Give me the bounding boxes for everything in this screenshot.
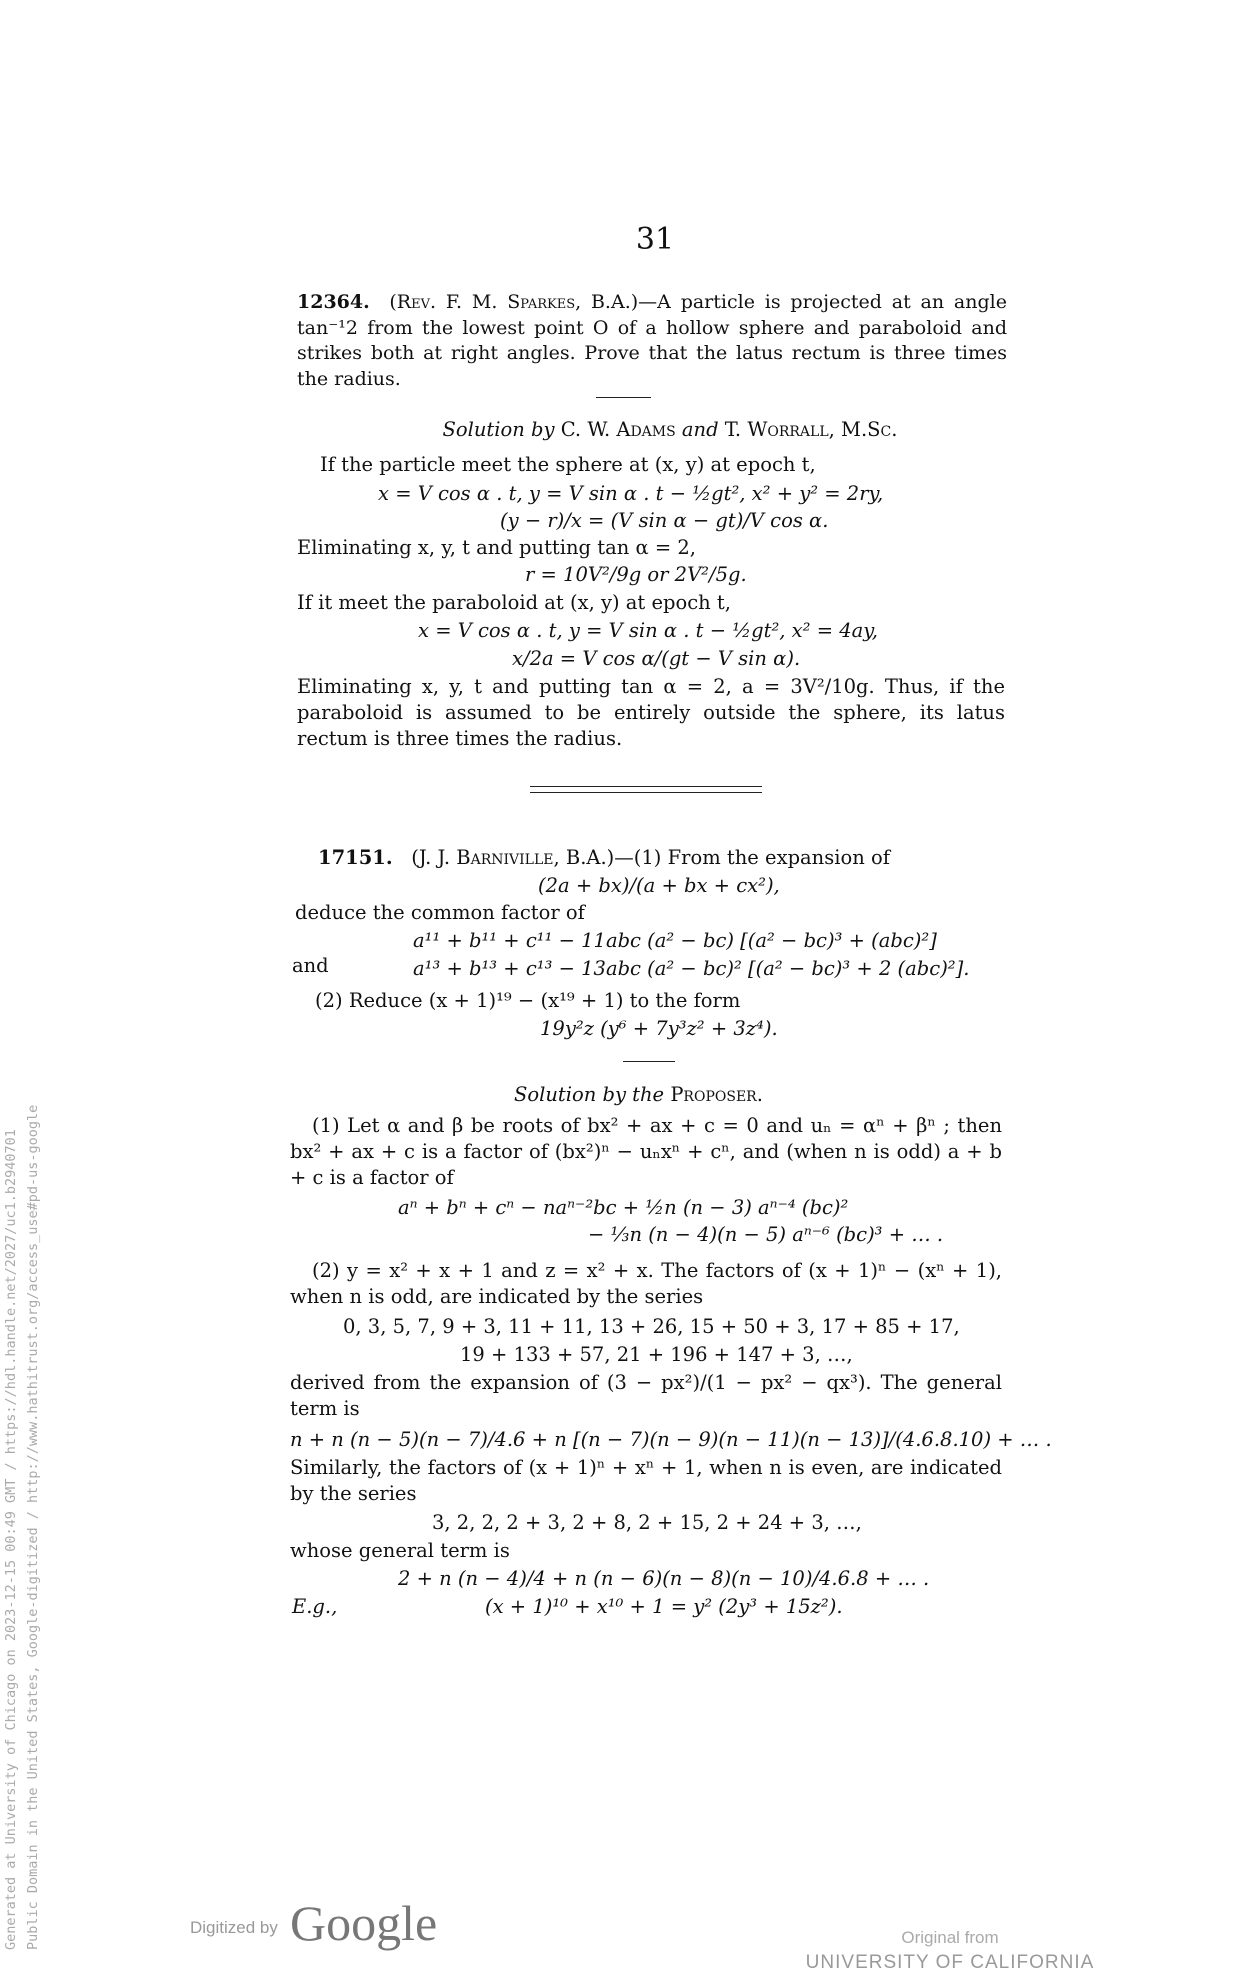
problem-number: 17151. <box>318 846 393 869</box>
problem-author: (Rev. F. M. Sparkes, B.A.) <box>389 291 639 313</box>
google-logo: Google <box>290 1895 438 1951</box>
equation: (2a + bx)/(a + bx + cx²), <box>538 874 780 897</box>
solution-lead: Solution by the <box>514 1083 665 1106</box>
text-paragraph: (1) Let α and β be roots of bx² + ax + c = 0 and uₙ = αⁿ + βⁿ ; then bx² + ax + c is a factor of (bx²)ⁿ − uₙxⁿ + cⁿ, and (when n is odd) a + b + c is a factor of <box>290 1114 1002 1189</box>
text-line: If the particle meet the sphere at (x, y) at epoch t, <box>320 453 816 476</box>
double-rule-top <box>530 786 762 787</box>
equation: 19y²z (y⁶ + 7y³z² + 3z⁴). <box>540 1017 778 1040</box>
text-paragraph: Eliminating x, y, t and putting tan α = 2, a = 3V²/10g. Thus, if the paraboloid is assumed to be entirely outside the sphere, its latus rectum is three times the radius. <box>297 675 1005 750</box>
equation: (y − r)/x = (V sin α − gt)/V cos α. <box>500 509 829 532</box>
text-line: deduce the common factor of <box>295 901 585 924</box>
solution-heading <box>310 417 1030 443</box>
text-paragraph: (2) y = x² + x + 1 and z = x² + x. The factors of (x + 1)ⁿ − (xⁿ + 1), when n is odd, are indicated by the series <box>290 1259 1002 1308</box>
problem-12364 <box>297 290 1007 392</box>
series-line: 0, 3, 5, 7, 9 + 3, 11 + 11, 13 + 26, 15 + 50 + 3, 17 + 85 + 17, <box>343 1315 960 1338</box>
solution-author-b: T. Worrall, M.Sc. <box>724 418 898 441</box>
solution-lead: Solution by <box>442 418 555 441</box>
problem-number: 12364. <box>297 291 370 313</box>
series-line: 19 + 133 + 57, 21 + 196 + 147 + 3, …, <box>460 1343 853 1366</box>
short-rule <box>623 1061 675 1062</box>
university-label: UNIVERSITY OF CALIFORNIA <box>805 1952 1095 1973</box>
side-watermark <box>0 950 44 1950</box>
and-label: and <box>292 954 329 977</box>
solution-author-a: C. W. Adams <box>560 418 676 441</box>
series-line: 3, 2, 2, 2 + 3, 2 + 8, 2 + 15, 2 + 24 + 3, …, <box>432 1511 862 1534</box>
text-line: whose general term is <box>290 1539 510 1562</box>
text-line: (2) Reduce (x + 1)¹⁹ − (x¹⁹ + 1) to the form <box>315 989 741 1012</box>
solution-and: and <box>681 418 719 441</box>
equation: n + n (n − 5)(n − 7)/4.6 + n [(n − 7)(n − 9)(n − 11)(n − 13)]/(4.6.8.10) + … . <box>290 1428 1052 1451</box>
equation: 2 + n (n − 4)/4 + n (n − 6)(n − 8)(n − 10)/4.6.8 + … . <box>398 1567 930 1590</box>
page-number: 31 <box>635 222 675 257</box>
text-paragraph: derived from the expansion of (3 − px²)/(1 − px² − qx³). The general term is <box>290 1371 1002 1420</box>
equation: r = 10V²/9g or 2V²/5g. <box>525 563 747 586</box>
eg-label: E.g., <box>292 1595 338 1618</box>
problem-text: —A particle is projected at an angle tan⁻¹2 from the lowest point O of a hollow sphere and paraboloid and strikes both at right angles. Prove that the latus rectum is three times the radius. <box>297 291 1007 390</box>
equation: x/2a = V cos α/(gt − V sin α). <box>512 647 801 670</box>
problem-intro: —(1) From the expansion of <box>614 846 890 869</box>
equation: a¹¹ + b¹¹ + c¹¹ − 11abc (a² − bc) [(a² − bc)³ + (abc)²] <box>413 929 937 952</box>
solution-author: Proposer. <box>670 1083 763 1106</box>
digitized-label: Digitized by <box>190 1918 278 1937</box>
text-line: Eliminating x, y, t and putting tan α = 2, <box>297 536 696 559</box>
equation: (x + 1)¹⁰ + x¹⁰ + 1 = y² (2y³ + 15z²). <box>485 1595 843 1618</box>
short-rule <box>596 397 651 398</box>
original-from-label: Original from <box>901 1928 999 1947</box>
watermark-line-2: Public Domain in the United States, Google-digitized / http://www.hathitrust.org/access_use#pd-us-google <box>25 1104 41 1950</box>
equation: x = V cos α . t, y = V sin α . t − ½gt², x² = 4ay, <box>418 619 878 642</box>
text-line: If it meet the paraboloid at (x, y) at epoch t, <box>297 591 731 614</box>
solution-heading <box>514 1082 763 1108</box>
equation: aⁿ + bⁿ + cⁿ − naⁿ⁻²bc + ½n (n − 3) aⁿ⁻⁴ (bc)² <box>398 1196 849 1219</box>
equation: − ⅓n (n − 4)(n − 5) aⁿ⁻⁶ (bc)³ + … . <box>588 1223 944 1246</box>
text-paragraph: Similarly, the factors of (x + 1)ⁿ + xⁿ + 1, when n is even, are indicated by the series <box>290 1456 1002 1505</box>
problem-17151-header <box>318 845 890 871</box>
double-rule-bottom <box>530 792 762 793</box>
equation: x = V cos α . t, y = V sin α . t − ½gt², x² + y² = 2ry, <box>378 482 884 505</box>
problem-author: (J. J. Barniville, B.A.) <box>411 846 615 869</box>
equation: a¹³ + b¹³ + c¹³ − 13abc (a² − bc)² [(a² − bc)³ + 2 (abc)²]. <box>413 957 970 980</box>
watermark-line-1: Generated at University of Chicago on 2023-12-15 00:49 GMT / https://hdl.handle.net/2027/uc1.b2940701 <box>3 1129 19 1950</box>
